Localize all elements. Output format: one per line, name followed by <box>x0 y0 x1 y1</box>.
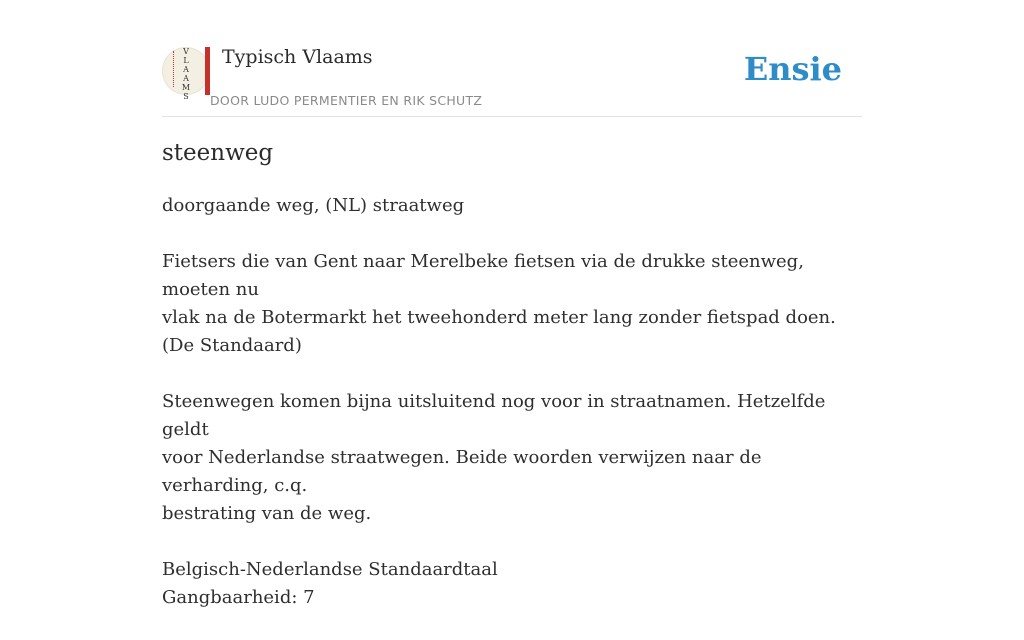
logo-letter: L <box>183 56 189 65</box>
note-line: Steenwegen komen bijna uitsluitend nog voor in straatnamen. Hetzelfde geldt <box>162 391 826 440</box>
note-line: bestrating van de weg. <box>162 503 372 524</box>
ensie-brand-link[interactable]: Ensie <box>743 50 842 88</box>
example-line: vlak na de Botermarkt het tweehonderd meter lang zonder fietspad doen. <box>162 307 836 328</box>
site-title[interactable]: Typisch Vlaams <box>222 46 373 68</box>
page <box>162 0 862 608</box>
logo-letter: S <box>183 92 189 101</box>
byline: DOOR LUDO PERMENTIER EN RIK SCHUTZ <box>210 93 483 108</box>
example-source: (De Standaard) <box>162 335 302 356</box>
logo-letter: M <box>181 83 191 92</box>
typisch-vlaams-logo-icon[interactable] <box>162 47 210 101</box>
example-line: Fietsers die van Gent naar Merelbeke fietsen via de drukke steenweg, moeten nu <box>162 251 804 300</box>
logo-band <box>205 47 210 95</box>
logo-letters <box>177 47 195 101</box>
entry-meta <box>162 556 862 612</box>
logo-letter: V <box>183 47 189 56</box>
entry-title: steenweg <box>162 140 274 166</box>
note-line: voor Nederlandse straatwegen. Beide woorden verwijzen naar de verharding, c.q. <box>162 447 762 496</box>
entry-definition: doorgaande weg, (NL) straatweg <box>162 195 465 216</box>
entry-example <box>162 248 862 360</box>
logo-rule <box>173 51 176 87</box>
site-header <box>162 44 862 117</box>
entry-note <box>162 388 862 528</box>
entry-classification: Belgisch-Nederlandse Standaardtaal <box>162 559 498 580</box>
entry-frequency: Gangbaarheid: 7 <box>162 587 315 608</box>
logo-letter: A <box>183 74 189 83</box>
entry-content <box>162 192 862 640</box>
logo-letter: A <box>183 65 189 74</box>
